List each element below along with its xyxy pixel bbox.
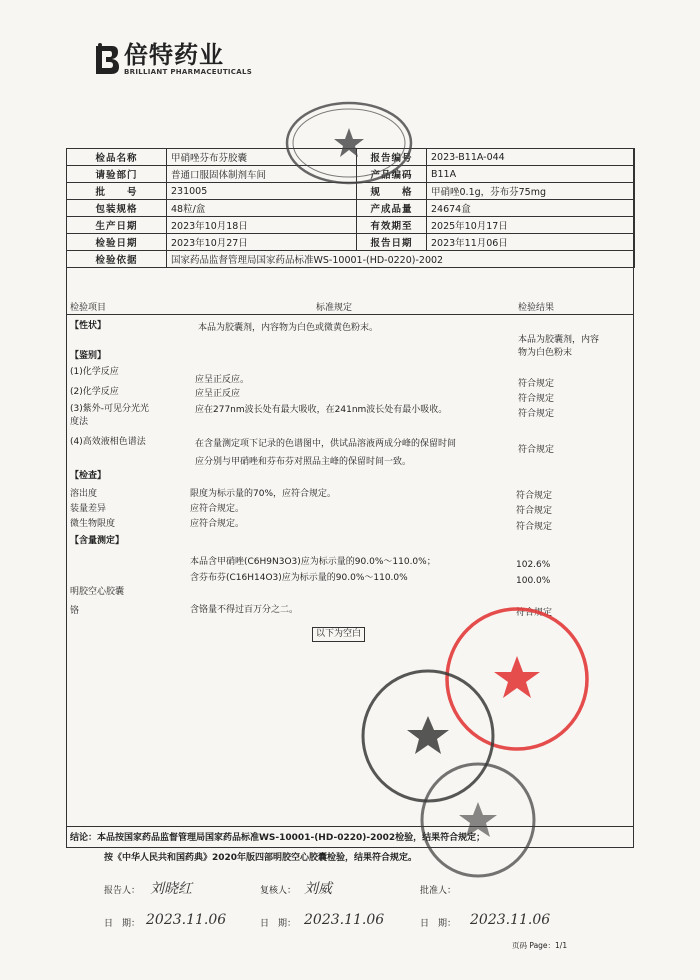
product-name: 甲硝唑芬布芬胶囊: [167, 149, 357, 166]
reporter-date: 2023.11.06: [146, 912, 227, 928]
header-item: 检验项目: [70, 303, 107, 313]
appearance-standard: 本品为胶囊剂，内容物为白色或微黄色粉末。: [198, 323, 379, 333]
batch-number: 231005: [167, 183, 357, 200]
ident-item: 度法: [70, 417, 89, 427]
check-result: 符合规定: [516, 491, 553, 501]
label: 有效期至: [357, 217, 427, 234]
label: 报告日期: [357, 234, 427, 251]
appearance-result: 本品为胶囊剂，内容: [518, 335, 600, 345]
label: 检品名称: [67, 149, 167, 166]
conclusion-line: 结论：本品按国家药品监督管理局国家药品标准WS-10001-(HD-0220)-2002检验，结果符合规定；: [70, 833, 486, 843]
ident-result: 符合规定: [518, 409, 555, 419]
ident-item: (2)化学反应: [70, 387, 119, 397]
ident-item: (1)化学反应: [70, 367, 119, 377]
logo-chinese: 倍特药业: [124, 41, 224, 69]
quality-stamp-icon: [418, 760, 538, 880]
divider: [66, 826, 634, 827]
check-standard: 限度为标示量的70%，应符合规定。: [190, 489, 337, 499]
logo-english: BRILLIANT PHARMACEUTICALS: [124, 68, 253, 76]
reviewer-signature: 刘威: [304, 881, 332, 897]
ident-standard: 应呈正反应。: [195, 375, 250, 385]
label: 规 格: [357, 183, 427, 200]
appearance-result: 物为白色粉末: [518, 348, 573, 358]
reporter-signature: 刘晓红: [150, 881, 192, 897]
ident-result: 符合规定: [518, 379, 555, 389]
label: 产成品量: [357, 200, 427, 217]
label: 包装规格: [67, 200, 167, 217]
header-result: 检验结果: [518, 303, 555, 313]
assay-standard: 本品含甲硝唑(C6H9N3O3)应为标示量的90.0%～110.0%；: [190, 557, 436, 567]
ident-item: (3)紫外-可见分光光: [70, 404, 149, 414]
page-number: 页码 Page：1/1: [512, 941, 568, 950]
test-date: 2023年10月27日: [167, 234, 357, 251]
report-date: 2023年11月06日: [427, 234, 635, 251]
company-logo: [94, 42, 252, 78]
date-label: 日 期：: [420, 919, 457, 929]
assay-result: 102.6%: [516, 560, 551, 570]
department: 普通口服固体制剂车间: [167, 166, 357, 183]
approver-date: 2023.11.06: [470, 912, 551, 928]
capsule-item: 明胶空心胶囊: [70, 587, 125, 597]
section-appearance: 【性状】: [70, 321, 107, 331]
label: 检验依据: [67, 251, 167, 268]
reporter-label: 报告人：: [104, 886, 141, 896]
quantity: 24674盒: [427, 200, 635, 217]
ident-standard: 应在277nm波长处有最大吸收，在241nm波长处有最小吸收。: [195, 405, 448, 415]
top-inspection-stamp-icon: [284, 98, 414, 188]
header-standard: 标准规定: [316, 303, 353, 313]
capsule-standard: 含铬量不得过百万分之二。: [190, 605, 299, 615]
test-basis: 国家药品监督管理局国家药品标准WS-10001-(HD-0220)-2002: [167, 251, 635, 268]
label: 生产日期: [67, 217, 167, 234]
ident-result: 符合规定: [518, 445, 555, 455]
check-standard: 应符合规定。: [190, 504, 245, 514]
section-identification: 【鉴别】: [70, 351, 107, 361]
capsule-item: 铬: [70, 606, 80, 616]
ident-standard: 应分别与甲硝唑和芬布芬对照品主峰的保留时间一致。: [195, 457, 412, 467]
capsule-result: 符合规定: [516, 608, 553, 618]
date-label: 日 期：: [260, 919, 297, 929]
ident-item: (4)高效液相色谱法: [70, 437, 146, 447]
report-number: 2023-B11A-044: [427, 149, 635, 166]
check-item: 微生物限度: [70, 519, 116, 529]
check-result: 符合规定: [516, 506, 553, 516]
results-header: [66, 298, 634, 312]
expiry-date: 2025年10月17日: [427, 217, 635, 234]
label: 产品编码: [357, 166, 427, 183]
section-assay: 【含量测定】: [70, 536, 125, 546]
package-spec: 48粒/盒: [167, 200, 357, 217]
logo-mark-icon: [94, 42, 120, 78]
reviewer-date: 2023.11.06: [304, 912, 385, 928]
divider: [66, 314, 634, 315]
section-check: 【检查】: [70, 471, 107, 481]
check-result: 符合规定: [516, 522, 553, 532]
check-standard: 应符合规定。: [190, 519, 245, 529]
ident-standard: 在含量测定项下记录的色谱图中，供试品溶液两成分峰的保留时间: [195, 439, 457, 449]
label: 报告编号: [357, 149, 427, 166]
label: 检验日期: [67, 234, 167, 251]
blank-marker: 以下为空白: [312, 627, 365, 642]
specification: 甲硝唑0.1g，芬布芬75mg: [427, 183, 635, 200]
assay-result: 100.0%: [516, 576, 551, 586]
assay-standard: 含芬布芬(C16H14O3)应为标示量的90.0%～110.0%: [190, 573, 408, 583]
label: 批 号: [67, 183, 167, 200]
conclusion-line: 按《中华人民共和国药典》2020年版四部明胶空心胶囊检验，结果符合规定。: [104, 853, 418, 863]
date-label: 日 期：: [104, 919, 141, 929]
product-code: B11A: [427, 166, 635, 183]
reviewer-label: 复核人：: [260, 886, 297, 896]
ident-standard: 应呈正反应: [195, 389, 241, 399]
ident-result: 符合规定: [518, 394, 555, 404]
approver-label: 批准人：: [420, 886, 457, 896]
label: 请验部门: [67, 166, 167, 183]
check-item: 装量差异: [70, 504, 107, 514]
manufacture-date: 2023年10月18日: [167, 217, 357, 234]
check-item: 溶出度: [70, 489, 98, 499]
